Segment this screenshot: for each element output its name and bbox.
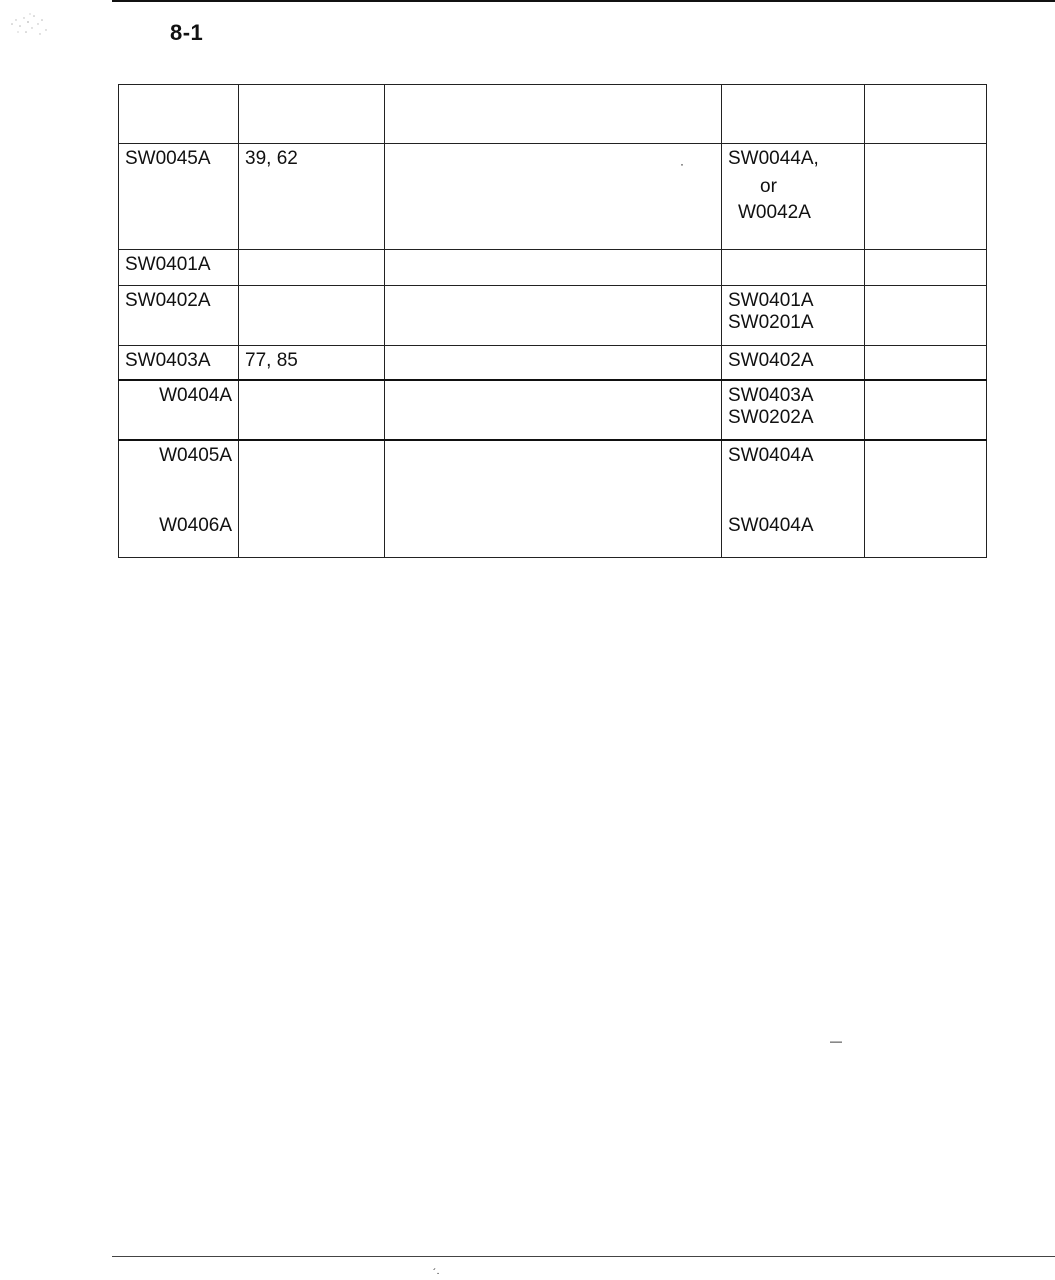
table-row [119,286,987,346]
prerequisite-cell [722,250,865,286]
prerequisite-item: SW0201A [728,312,814,333]
pages-cell: 39, 62 [239,144,385,250]
package-item: W0405A [159,444,232,466]
package-cell: SW0045A [119,144,239,250]
table-number: 8-1 [170,20,204,45]
notes-cell [865,346,987,380]
package-cell: SW0401A [119,250,239,286]
pages-cell [239,250,385,286]
prerequisite-item: SW0404A [728,514,814,536]
prerequisite-item: SW0202A [728,406,814,428]
prerequisite-item: SW0402A [728,350,814,371]
stray-tick-mark: ´· [433,1268,440,1279]
prerequisite-item: SW0044A, [728,148,819,169]
package-item: W0406A [159,514,232,536]
scan-noise-mark [4,10,56,40]
prerequisite-cell [722,380,865,440]
notes-cell [865,250,987,286]
prerequisite-item: W0042A [738,202,811,223]
prerequisite-cell [722,346,865,380]
prerequisite-item: SW0404A [728,444,814,466]
stray-dot-mark: · [680,157,684,171]
header-cell [119,85,239,144]
software-table [118,84,987,558]
table-row [119,144,987,250]
notes-cell [865,286,987,346]
pages-cell [239,440,385,558]
header-cell [385,85,722,144]
description-cell [385,440,722,558]
prerequisite-item: SW0403A [728,384,814,406]
stray-dash-mark: — [830,1034,841,1048]
pages-cell [239,380,385,440]
table-row [119,250,987,286]
package-cell: SW0402A [119,286,239,346]
description-cell [385,286,722,346]
description-cell [385,144,722,250]
table-row [119,346,987,380]
notes-cell [865,380,987,440]
package-cell: W0404A [119,380,239,440]
bottom-rule [112,1256,1055,1257]
pages-cell: 77, 85 [239,346,385,380]
description-cell [385,346,722,380]
package-cell [119,440,239,558]
pages-cell [239,286,385,346]
prerequisite-item: or [760,176,777,197]
description-cell [385,380,722,440]
header-cell [239,85,385,144]
description-cell [385,250,722,286]
package-cell: SW0403A [119,346,239,380]
table-row [119,440,987,558]
prerequisite-cell [722,440,865,558]
prerequisite-item: SW0401A [728,290,814,311]
notes-cell [865,440,987,558]
top-rule [112,0,1055,2]
prerequisite-cell [722,286,865,346]
table-row [119,380,987,440]
prerequisite-cell [722,144,865,250]
table-header-row [119,85,987,144]
notes-cell [865,144,987,250]
header-cell [865,85,987,144]
header-cell [722,85,865,144]
